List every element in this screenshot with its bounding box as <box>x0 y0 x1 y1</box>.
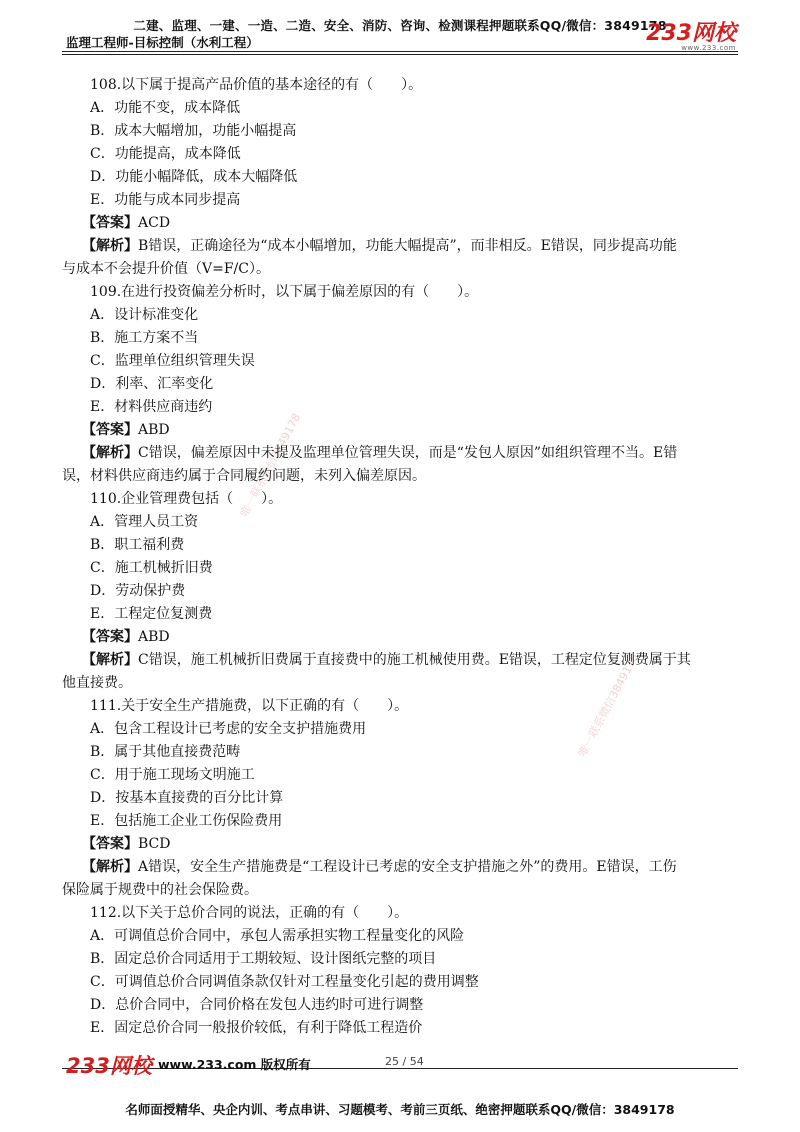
footer-contact-line: 名师面授精华、央企内训、考点串讲、习题模考、考前三页纸、绝密押题联系QQ/微信：3849178 <box>125 1102 675 1117</box>
explanation-label: 【解析】 <box>82 652 138 668</box>
answer-label: 【答案】 <box>82 629 138 645</box>
explanation-line: 他直接费。 <box>62 675 132 691</box>
explanation-label: 【解析】 <box>82 859 138 875</box>
answer-value: BCD <box>138 836 171 852</box>
answer-value: ABD <box>138 629 170 645</box>
question-option: B．成本大幅增加，功能小幅提高 <box>90 123 297 139</box>
explanation-text: A错误，安全生产措施费是“工程设计已考虑的安全支护措施之外”的费用。E错误，工伤 <box>138 859 677 875</box>
question-option: E．功能与成本同步提高 <box>90 192 241 208</box>
question-option: C．施工机械折旧费 <box>90 560 213 576</box>
question-stem: 111.关于安全生产措施费，以下正确的有（ ）。 <box>90 698 409 714</box>
question-option: C．用于施工现场文明施工 <box>90 767 255 783</box>
explanation-line: 保险属于规费中的社会保险费。 <box>62 882 258 898</box>
explanation-line <box>62 856 738 879</box>
question-option: A．设计标准变化 <box>90 307 199 323</box>
footer-copyright: www.233.com 版权所有 <box>158 1057 311 1072</box>
brand-logo-text: 233网校 <box>646 21 736 46</box>
answer-line <box>62 212 738 235</box>
answer-label: 【答案】 <box>82 836 138 852</box>
explanation-label: 【解析】 <box>82 238 138 254</box>
explanation-text: B错误，正确途径为“成本小幅增加，功能大幅提高”，而非相反。E错误，同步提高功能 <box>138 238 677 254</box>
explanation-text: C错误，偏差原因中未提及监理单位管理失误，而是“发包人原因”如组织管理不当。E错 <box>138 445 678 461</box>
watermark: 唯一联系微信3849178 <box>575 651 642 760</box>
explanation-line <box>62 235 738 258</box>
question-stem: 108.以下属于提高产品价值的基本途径的有（ ）。 <box>90 77 423 93</box>
question-option: E．固定总价合同一般报价较低，有利于降低工程造价 <box>90 1020 423 1036</box>
question-option: D．总价合同中，合同价格在发包人违约时可进行调整 <box>90 997 424 1013</box>
question-block <box>62 281 738 488</box>
question-option: B．施工方案不当 <box>90 330 199 346</box>
question-block <box>62 902 738 1040</box>
question-stem: 112.以下关于总价合同的说法，正确的有（ ）。 <box>90 905 409 921</box>
question-stem: 109.在进行投资偏差分析时，以下属于偏差原因的有（ ）。 <box>90 284 479 300</box>
brand-logo-url: www.233.com <box>681 44 736 52</box>
explanation-line <box>62 649 738 672</box>
page-number: 25 / 54 <box>385 1055 424 1068</box>
question-option: A．包含工程设计已考虑的安全支护措施费用 <box>90 721 367 737</box>
question-option: D．劳动保护费 <box>90 583 186 599</box>
header-rule-thin <box>62 54 738 55</box>
question-list <box>62 74 738 1040</box>
question-option: D．功能小幅降低，成本大幅降低 <box>90 169 298 185</box>
question-block <box>62 74 738 281</box>
header-rule <box>62 51 738 52</box>
explanation-line: 误，材料供应商违约属于合同履约问题，未列入偏差原因。 <box>62 468 426 484</box>
question-option: C．功能提高，成本降低 <box>90 146 241 162</box>
answer-line <box>62 419 738 442</box>
explanation-line: 与成本不会提升价值（V=F/C）。 <box>62 261 270 277</box>
answer-value: ABD <box>138 422 170 438</box>
question-stem: 110.企业管理费包括（ ）。 <box>90 491 283 507</box>
answer-label: 【答案】 <box>82 422 138 438</box>
question-option: E．包括施工企业工伤保险费用 <box>90 813 283 829</box>
question-option: E．材料供应商违约 <box>90 399 213 415</box>
answer-label: 【答案】 <box>82 215 138 231</box>
question-option: C．可调值总价合同调值条款仅针对工程量变化引起的费用调整 <box>90 974 479 990</box>
brand-logo <box>646 21 736 52</box>
question-option: D．利率、汇率变化 <box>90 376 214 392</box>
question-option: A．管理人员工资 <box>90 514 199 530</box>
question-option: B．职工福利费 <box>90 537 185 553</box>
answer-line <box>62 626 738 649</box>
header-contact-line: 二建、监理、一建、一造、二造、安全、消防、咨询、检测课程押题联系QQ/微信：3849178 <box>133 18 667 33</box>
explanation-label: 【解析】 <box>82 445 138 461</box>
answer-line <box>62 833 738 856</box>
explanation-text: C错误，施工机械折旧费属于直接费中的施工机械使用费。E错误，工程定位复测费属于其 <box>138 652 691 668</box>
question-option: B．固定总价合同适用于工期较短、设计图纸完整的项目 <box>90 951 437 967</box>
footer-logo: 233网校 <box>66 1054 152 1078</box>
explanation-line <box>62 442 738 465</box>
question-option: D．按基本直接费的百分比计算 <box>90 790 284 806</box>
question-block <box>62 488 738 695</box>
answer-value: ACD <box>138 215 171 231</box>
question-option: A．可调值总价合同中，承包人需承担实物工程量变化的风险 <box>90 928 465 944</box>
question-option: B．属于其他直接费范畴 <box>90 744 241 760</box>
question-block <box>62 695 738 902</box>
question-option: A．功能不变，成本降低 <box>90 100 241 116</box>
question-option: E．工程定位复测费 <box>90 606 213 622</box>
watermark: 唯一联系微信3849178 <box>237 411 304 520</box>
document-subtitle: 监理工程师-目标控制（水利工程） <box>66 35 259 50</box>
question-option: C．监理单位组织管理失误 <box>90 353 255 369</box>
